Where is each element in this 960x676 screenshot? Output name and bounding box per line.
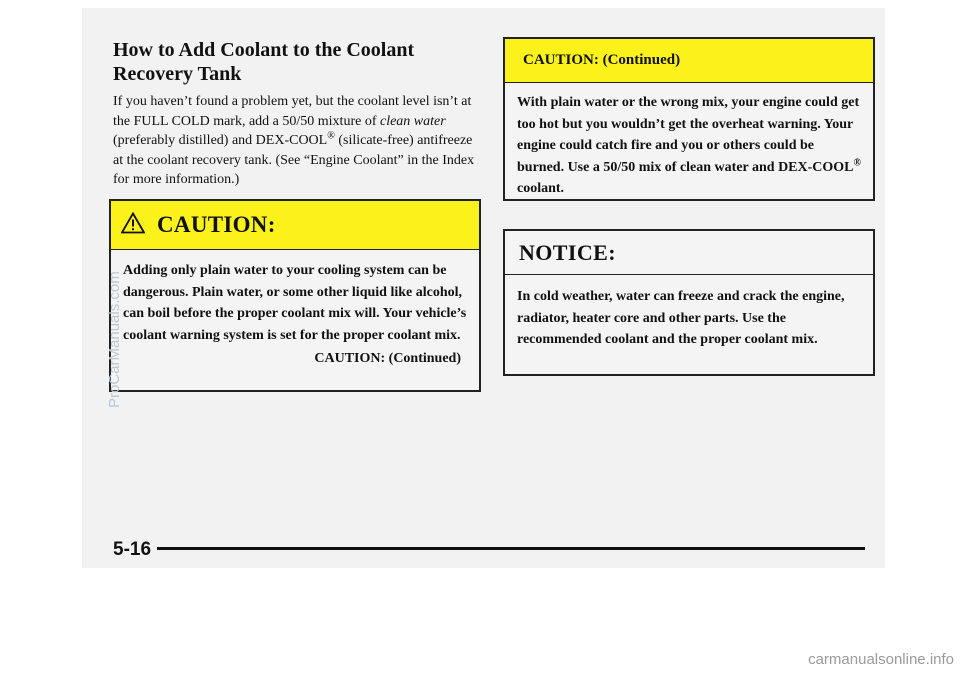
heading-line-1: How to Add Coolant to the Coolant	[113, 39, 415, 61]
notice-box	[503, 229, 875, 376]
intro-emphasis: clean water	[379, 113, 446, 129]
intro-paragraph	[113, 92, 481, 190]
caution-continued-header: CAUTION: (Continued)	[505, 39, 873, 83]
caution-box	[109, 199, 481, 392]
intro-text-1: If you haven’t found a problem yet, but the coolant level isn’t at the FULL COLD mark, add a 50/50 mixture of	[113, 94, 472, 129]
notice-body: In cold weather, water can freeze and crack the engine, radiator, heater core and other parts. Use the recommended coolant and the proper coolant mix.	[517, 289, 845, 347]
intro-text-3: (silicate-free) antifreeze at the coolant recovery tank. (See “Engine Coolant” in the Index for more information.)	[113, 133, 475, 187]
side-watermark-text: ProCarManuals.com	[106, 271, 123, 408]
caution-continued-label: CAUTION: (Continued)	[314, 351, 461, 366]
side-watermark	[106, 210, 124, 410]
caution-title: CAUTION:	[157, 212, 276, 237]
page-number: 5-16	[113, 539, 152, 560]
caution-header	[111, 201, 479, 250]
caution-continued-body	[505, 83, 873, 200]
intro-text-2: (preferably distilled) and DEX-COOL	[113, 133, 328, 148]
section-heading	[113, 38, 473, 86]
caution-body	[111, 250, 479, 370]
caution-continued-text: With plain water or the wrong mix, your engine could get too hot but you wouldn’t get the overheat warning. Your engine could catch fire and you or others could be burned. Use a 50/50 mix of clean water and DEX-COOL	[517, 95, 860, 175]
caution-text: Adding only plain water to your cooling system can be dangerous. Plain water, or some other liquid like alcohol, can boil before the proper coolant mix will. Your vehicle’s coolant warning system is set for the proper coolant mix.	[123, 263, 467, 343]
registered-mark: ®	[853, 156, 862, 168]
caution-continued-box	[503, 37, 875, 201]
caution-continued-text-end: coolant.	[517, 181, 565, 196]
registered-mark: ®	[327, 130, 335, 142]
heading-line-2: Recovery Tank	[113, 63, 242, 85]
bottom-watermark: carmanualsonline.info	[808, 651, 954, 668]
warning-triangle-icon	[121, 212, 145, 239]
notice-title: NOTICE:	[505, 231, 873, 275]
footer-rule	[157, 547, 865, 550]
